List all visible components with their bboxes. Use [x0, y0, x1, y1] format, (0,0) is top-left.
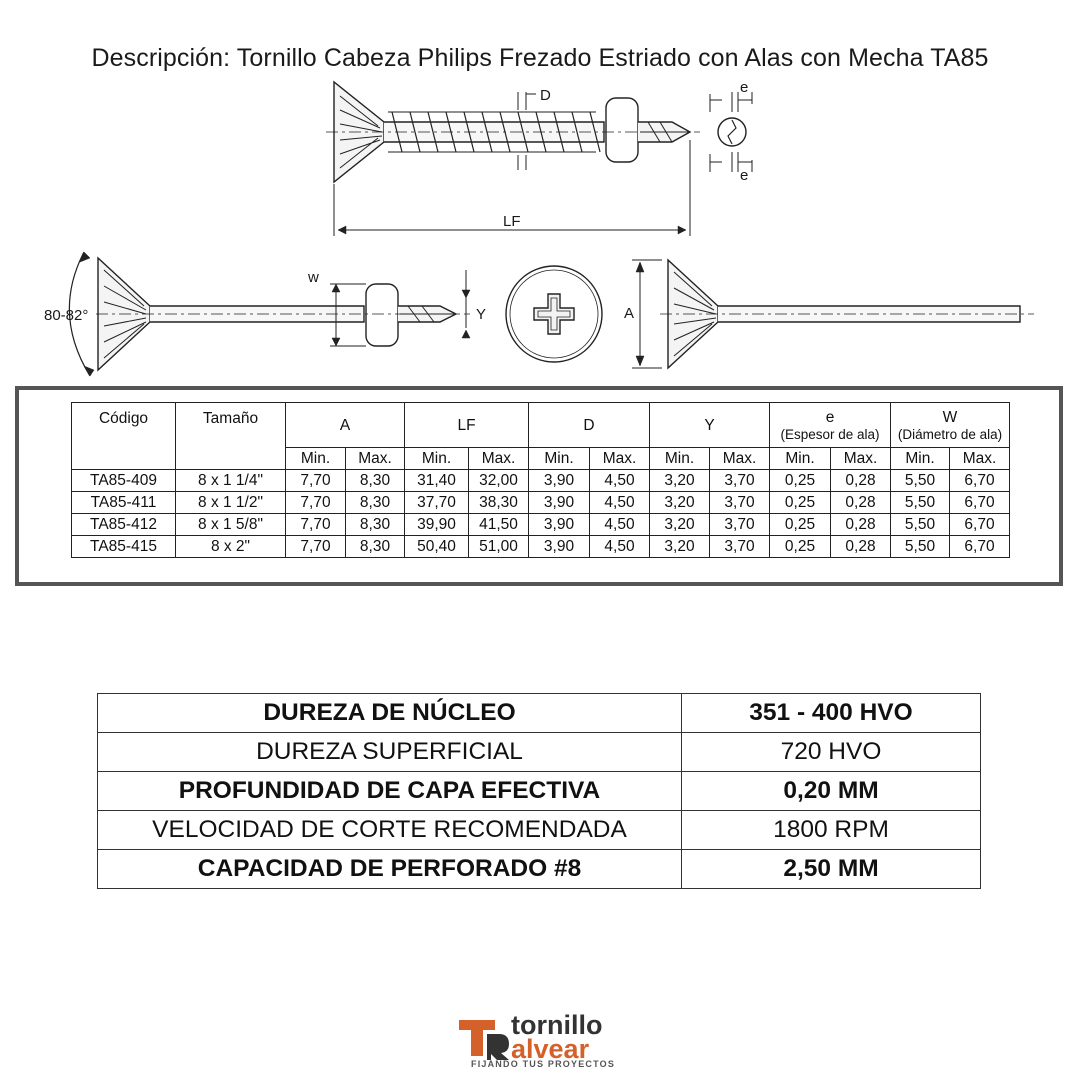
header-w-label: W [942, 408, 958, 426]
property-row [98, 850, 981, 889]
cell-codigo: TA85-409 [72, 470, 176, 492]
property-row [98, 772, 981, 811]
header-y: Y [650, 403, 770, 448]
cell-e-max: 0,28 [831, 492, 891, 514]
cell-y-min: 3,20 [650, 492, 710, 514]
header-w [891, 403, 1010, 448]
property-label: VELOCIDAD DE CORTE RECOMENDADA [98, 811, 682, 850]
label-a: A [624, 305, 635, 322]
wing-detail [710, 92, 752, 172]
table-row [72, 514, 1010, 536]
table-row [72, 536, 1010, 558]
cell-a-max: 8,30 [346, 536, 405, 558]
cell-w-max: 6,70 [950, 536, 1010, 558]
cell-d-max: 4,50 [590, 492, 650, 514]
logo-tagline: FIJANDO TUS PROYECTOS [471, 1059, 616, 1069]
cell-e-min: 0,25 [770, 492, 831, 514]
cell-tamano: 8 x 1 1/4" [176, 470, 286, 492]
spec-table-frame [15, 386, 1063, 586]
screw-profile-view [660, 260, 1034, 368]
cell-codigo: TA85-415 [72, 536, 176, 558]
cell-lf-max: 38,30 [469, 492, 529, 514]
header-a: A [286, 403, 405, 448]
spec-table-body [72, 470, 1010, 558]
cell-e-min: 0,25 [770, 536, 831, 558]
label-lf: LF [503, 213, 521, 230]
cell-e-max: 0,28 [831, 470, 891, 492]
cell-a-min: 7,70 [286, 492, 346, 514]
cell-e-min: 0,25 [770, 514, 831, 536]
cell-w-min: 5,50 [891, 514, 950, 536]
cell-lf-max: 51,00 [469, 536, 529, 558]
cell-w-min: 5,50 [891, 536, 950, 558]
cell-y-max: 3,70 [710, 470, 770, 492]
cell-lf-min: 50,40 [405, 536, 469, 558]
property-label: CAPACIDAD DE PERFORADO #8 [98, 850, 682, 889]
property-row [98, 733, 981, 772]
cell-w-min: 5,50 [891, 492, 950, 514]
cell-e-max: 0,28 [831, 536, 891, 558]
cell-codigo: TA85-411 [72, 492, 176, 514]
cell-y-max: 3,70 [710, 492, 770, 514]
property-value: 0,20 MM [682, 772, 981, 811]
cell-e-max: 0,28 [831, 514, 891, 536]
subheader-max: Max. [590, 448, 650, 470]
cell-a-max: 8,30 [346, 514, 405, 536]
cell-w-max: 6,70 [950, 470, 1010, 492]
label-e-bottom: e [740, 167, 749, 184]
property-label: DUREZA SUPERFICIAL [98, 733, 682, 772]
cell-codigo: TA85-412 [72, 514, 176, 536]
cell-a-max: 8,30 [346, 492, 405, 514]
cell-tamano: 8 x 1 1/2" [176, 492, 286, 514]
subheader-max: Max. [346, 448, 405, 470]
logo-word-tornillo: tornillo [511, 1010, 603, 1040]
property-value: 2,50 MM [682, 850, 981, 889]
cell-d-max: 4,50 [590, 536, 650, 558]
label-y: Y [476, 306, 487, 323]
cell-d-min: 3,90 [529, 492, 590, 514]
cell-y-min: 3,20 [650, 514, 710, 536]
cell-a-min: 7,70 [286, 514, 346, 536]
cell-d-max: 4,50 [590, 514, 650, 536]
subheader-min: Min. [405, 448, 469, 470]
subheader-min: Min. [770, 448, 831, 470]
cell-a-min: 7,70 [286, 536, 346, 558]
cell-lf-min: 37,70 [405, 492, 469, 514]
subheader-max: Max. [710, 448, 770, 470]
cell-y-max: 3,70 [710, 536, 770, 558]
cell-a-max: 8,30 [346, 470, 405, 492]
header-e [770, 403, 891, 448]
spec-table [71, 402, 1010, 558]
cell-a-min: 7,70 [286, 470, 346, 492]
subheader-min: Min. [891, 448, 950, 470]
screw-angle-view [69, 252, 470, 376]
header-e-sub: (Espesor de ala) [780, 426, 880, 442]
table-row [72, 492, 1010, 514]
subheader-min: Min. [529, 448, 590, 470]
cell-lf-min: 31,40 [405, 470, 469, 492]
subheader-max: Max. [469, 448, 529, 470]
table-row [72, 470, 1010, 492]
brand-logo [455, 1010, 630, 1070]
header-codigo: Código [72, 403, 176, 470]
cell-tamano: 8 x 1 5/8" [176, 514, 286, 536]
header-w-sub: (Diámetro de ala) [897, 426, 1003, 442]
cell-w-min: 5,50 [891, 470, 950, 492]
cell-y-min: 3,20 [650, 470, 710, 492]
cell-lf-max: 41,50 [469, 514, 529, 536]
property-label: DUREZA DE NÚCLEO [98, 694, 682, 733]
head-top-view [506, 260, 662, 368]
property-row [98, 694, 981, 733]
cell-lf-min: 39,90 [405, 514, 469, 536]
property-value: 351 - 400 HVO [682, 694, 981, 733]
cell-lf-max: 32,00 [469, 470, 529, 492]
logo-mark-icon [457, 1016, 513, 1062]
subheader-min: Min. [650, 448, 710, 470]
label-d: D [540, 87, 551, 104]
property-value: 1800 RPM [682, 811, 981, 850]
property-value: 720 HVO [682, 733, 981, 772]
subheader-max: Max. [950, 448, 1010, 470]
label-angle: 80-82° [44, 307, 89, 324]
header-tamano: Tamaño [176, 403, 286, 470]
cell-y-max: 3,70 [710, 514, 770, 536]
label-w: w [308, 269, 319, 286]
page-title: Descripción: Tornillo Cabeza Philips Frezado Estriado con Alas con Mecha TA85 [91, 44, 989, 72]
cell-d-max: 4,50 [590, 470, 650, 492]
cell-d-min: 3,90 [529, 536, 590, 558]
cell-w-max: 6,70 [950, 514, 1010, 536]
subheader-min: Min. [286, 448, 346, 470]
logo-word-alvear: alvear [511, 1034, 590, 1064]
cell-y-min: 3,20 [650, 536, 710, 558]
properties-table [97, 693, 981, 889]
header-d: D [529, 403, 650, 448]
cell-tamano: 8 x 2" [176, 536, 286, 558]
property-label: PROFUNDIDAD DE CAPA EFECTIVA [98, 772, 682, 811]
cell-d-min: 3,90 [529, 514, 590, 536]
label-e-top: e [740, 79, 749, 96]
header-e-label: e [825, 408, 835, 426]
header-lf: LF [405, 403, 529, 448]
cell-e-min: 0,25 [770, 470, 831, 492]
cell-d-min: 3,90 [529, 470, 590, 492]
property-row [98, 811, 981, 850]
cell-w-max: 6,70 [950, 492, 1010, 514]
subheader-max: Max. [831, 448, 891, 470]
technical-drawing [0, 0, 1080, 385]
